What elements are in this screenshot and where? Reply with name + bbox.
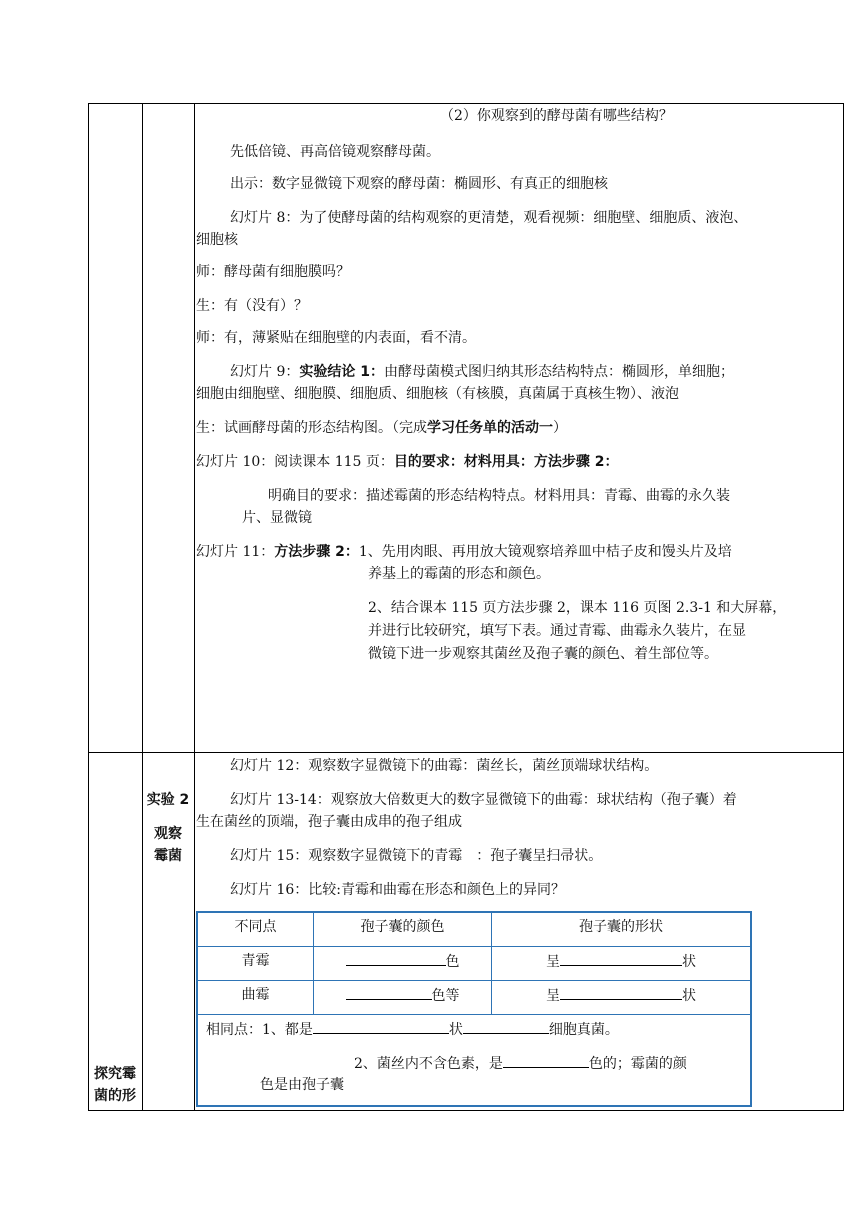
text-span: 幻灯片 9：	[230, 364, 300, 380]
table-left-border	[88, 103, 89, 1111]
text-line: 明确目的要求：描述霉菌的形态结构特点。材料用具：青霉、曲霉的永久装	[268, 488, 730, 504]
experiment-label: 观察	[154, 826, 182, 842]
text-line: 片、显微镜	[242, 510, 312, 526]
cell-text: 2、菌丝内不含色素，是	[354, 1056, 503, 1072]
table-line	[198, 946, 750, 947]
text-line: 幻灯片 16：比较:青霉和曲霉在形态和颜色上的异同？	[230, 882, 565, 898]
text-line	[196, 418, 567, 438]
cell-text: 状	[448, 1022, 463, 1038]
fill-blank[interactable]	[313, 1019, 449, 1034]
text-line: 生：有（没有）？	[196, 298, 308, 314]
fill-blank[interactable]	[463, 1019, 549, 1034]
text-span: 由酵母菌模式图归纳其形态结构特点：椭圆形，单细胞；	[383, 364, 734, 380]
cell-text: 呈	[546, 954, 560, 970]
text-line: 细胞核	[196, 232, 238, 248]
text-line: 细胞由细胞壁、细胞膜、细胞质、细胞核（有核膜，真菌属于真核生物）、液泡	[196, 386, 679, 402]
cell-text: 相同点：1、都是	[206, 1022, 313, 1038]
row-divider	[88, 752, 844, 753]
table-header: 孢子囊的颜色	[360, 919, 445, 935]
section-label: 菌的形	[94, 1088, 136, 1104]
text-line: 出示：数字显微镜下观察的酵母菌：椭圆形、有真正的细胞核	[230, 176, 608, 192]
text-line: 2、结合课本 115 页方法步骤 2，课本 116 页图 2.3-1 和大屏幕，	[368, 600, 787, 616]
cell-text: 状	[682, 988, 696, 1004]
section-label: 探究霉	[94, 1066, 136, 1082]
table-top-border	[88, 103, 844, 104]
table-row-label: 曲霉	[241, 987, 270, 1003]
table-bottom-border	[88, 1110, 844, 1111]
shape-blank-cell	[492, 951, 750, 972]
experiment-label: 实验 2	[146, 792, 190, 808]
bold-span: 学习任务单的活动一	[427, 420, 553, 436]
similarity-line	[206, 1019, 619, 1040]
text-line: 生在菌丝的顶端，孢子囊由成串的孢子组成	[196, 814, 462, 830]
color-blank-cell	[314, 985, 491, 1006]
text-span: 1、先用肉眼、再用放大镜观察培养皿中桔子皮和馒头片及培	[358, 544, 732, 560]
text-line: 幻灯片 8：为了使酵母菌的结构观察的更清楚，观看视频：细胞壁、细胞质、液泡、	[230, 210, 748, 226]
text-line: 幻灯片 15：观察数字显微镜下的青霉 ：孢子囊呈扫帚状。	[230, 848, 603, 864]
text-span: 幻灯片 11：	[196, 544, 275, 560]
text-line: 师：酵母菌有细胞膜吗？	[196, 264, 350, 280]
text-line: 幻灯片 12：观察数字显微镜下的曲霉：菌丝长，菌丝顶端球状结构。	[230, 758, 659, 774]
text-line: 幻灯片 13-14：观察放大倍数更大的数字显微镜下的曲霉：球状结构（孢子囊）着	[230, 792, 737, 808]
fill-blank[interactable]	[560, 951, 682, 966]
text-line: 师：有，薄紧贴在细胞壁的内表面，看不清。	[196, 330, 476, 346]
fill-blank[interactable]	[503, 1053, 589, 1068]
cell-text: 色	[445, 954, 460, 970]
text-line	[230, 362, 734, 382]
color-blank-cell	[314, 951, 491, 972]
fill-blank[interactable]	[346, 985, 432, 1000]
cell-text: 色等	[431, 988, 460, 1004]
text-span: 生：试画酵母菌的形态结构图。（完成	[196, 420, 427, 436]
bold-span: 目的要求：材料用具：方法步骤 2：	[393, 454, 619, 470]
table-row-label: 青霉	[241, 953, 270, 969]
text-span: ）	[553, 420, 567, 436]
table-line	[198, 980, 750, 981]
table-header: 孢子囊的形状	[579, 919, 663, 935]
fill-blank[interactable]	[560, 985, 682, 1000]
bold-span: 实验结论 1：	[299, 364, 384, 380]
table-line	[198, 1014, 750, 1015]
column-divider-2	[194, 103, 195, 1111]
table-header: 不同点	[234, 919, 277, 935]
text-line: 微镜下进一步观察其菌丝及孢子囊的颜色、着生部位等。	[368, 646, 718, 662]
comparison-table	[196, 911, 752, 1107]
cell-text: 细胞真菌。	[548, 1022, 619, 1038]
cell-text: 状	[682, 954, 696, 970]
text-line: 并进行比较研究，填写下表。通过青霉、曲霉永久装片，在显	[368, 623, 746, 639]
bold-span: 方法步骤 2：	[274, 544, 359, 560]
table-right-border	[843, 103, 844, 1111]
experiment-label: 霉菌	[154, 848, 182, 864]
text-line	[196, 542, 732, 562]
similarity-line	[354, 1053, 687, 1074]
shape-blank-cell	[492, 985, 750, 1006]
text-line: 养基上的霉菌的形态和颜色。	[368, 566, 550, 582]
question-line: （2）你观察到的酵母菌有哪些结构？	[440, 108, 673, 124]
cell-text: 呈	[546, 988, 560, 1004]
cell-text: 色的；霉菌的颜	[588, 1056, 687, 1072]
text-line	[196, 452, 619, 472]
similarity-line: 色是由孢子囊	[260, 1077, 344, 1093]
fill-blank[interactable]	[346, 951, 446, 966]
text-span: 幻灯片 10：阅读课本 115 页：	[196, 454, 394, 470]
text-line: 先低倍镜、再高倍镜观察酵母菌。	[230, 144, 440, 160]
column-divider-1	[142, 103, 143, 1111]
